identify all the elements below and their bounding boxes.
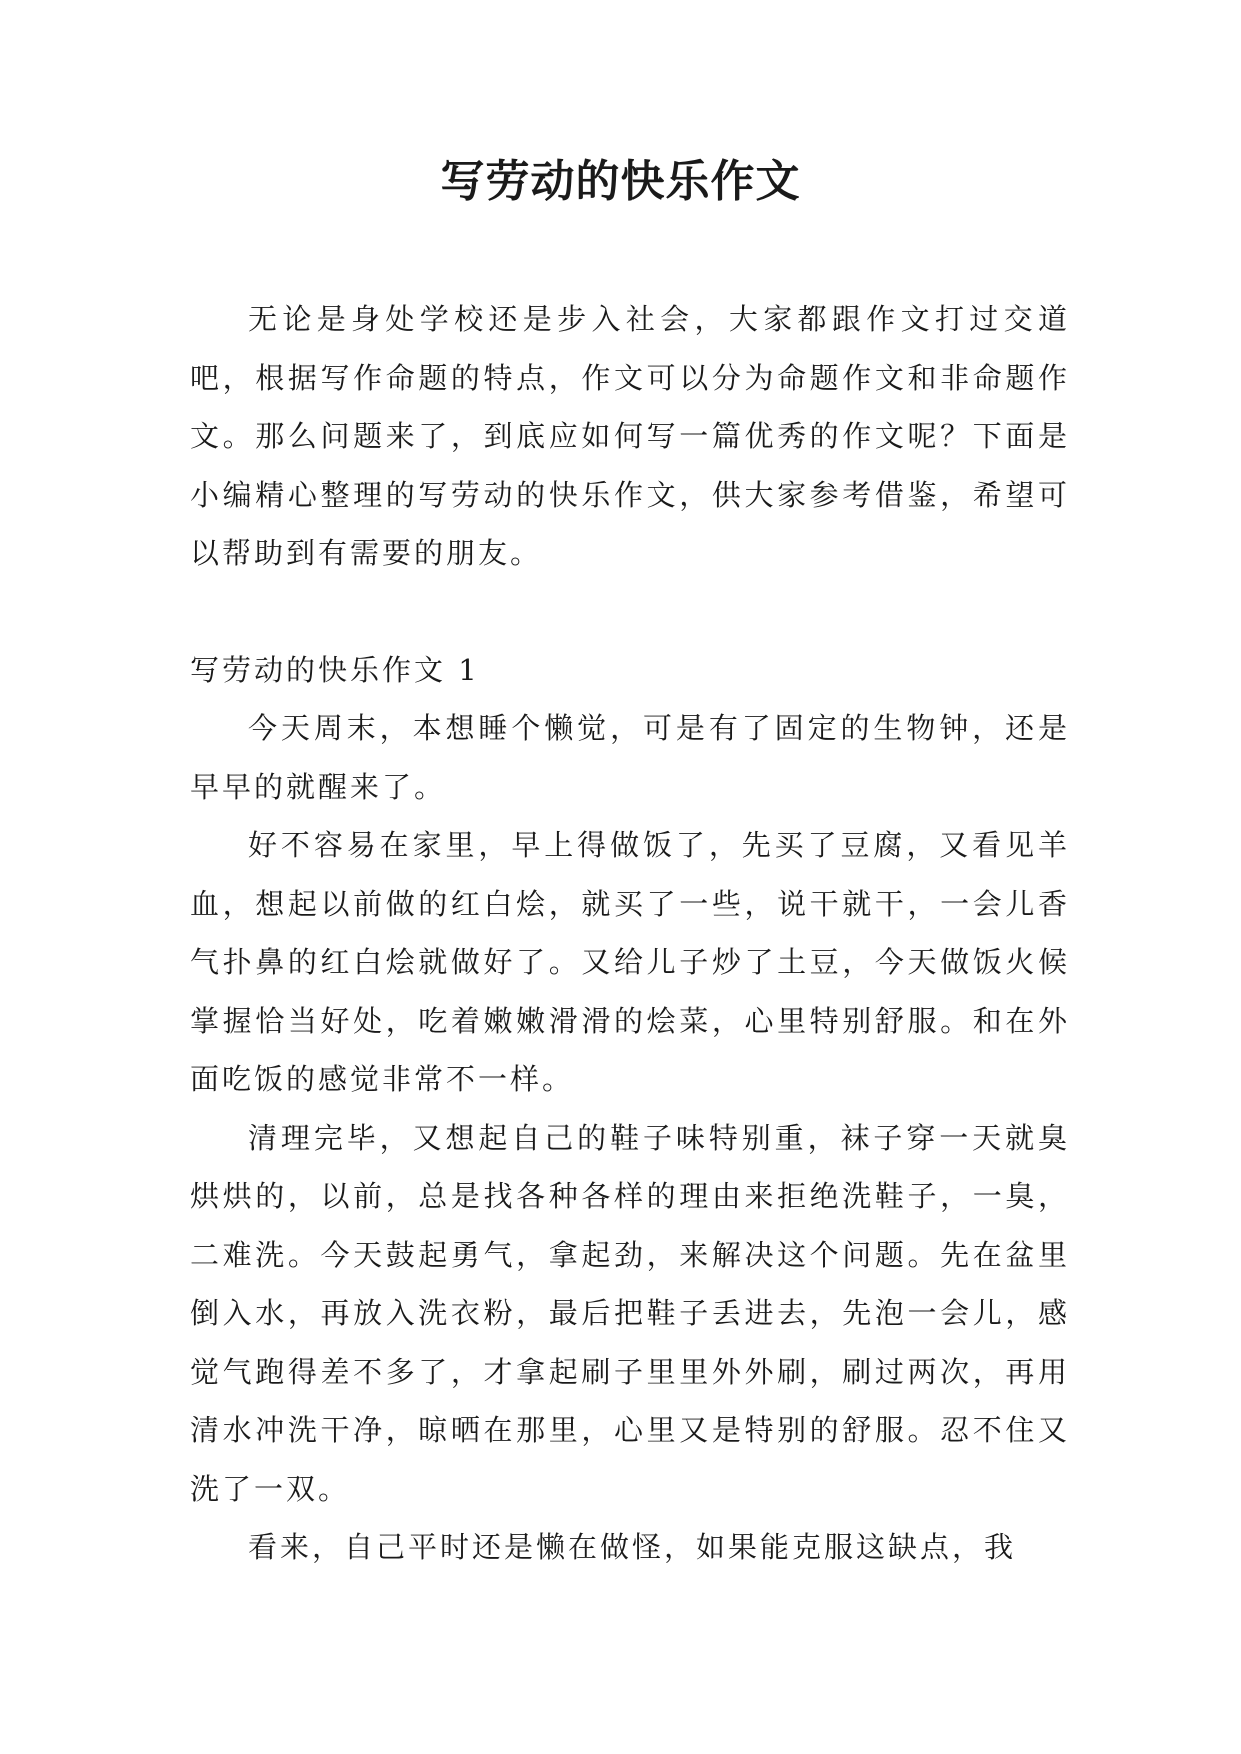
- body-paragraph: 看来，自己平时还是懒在做怪，如果能克服这缺点，我: [248, 1530, 1017, 1564]
- body-paragraph: 好不容易在家里，早上得做饭了，先买了豆腐，又看见羊血，想起以前做的红白烩，就买了一些，说干就干，一会儿香气扑鼻的红白烩就做好了。又给儿子炒了土豆，今天做饭火候掌握恰当好处，吃着嫩嫩滑滑的烩菜，心里特别舒服。和在外面吃饭的感觉非常不一样。: [190, 828, 1070, 1096]
- intro-paragraph: 无论是身处学校还是步入社会，大家都跟作文打过交道吧，根据写作命题的特点，作文可以分为命题作文和非命题作文。那么问题来了，到底应如何写一篇优秀的作文呢？下面是小编精心整理的写劳动的快乐作文，供大家参考借鉴，希望可以帮助到有需要的朋友。: [190, 302, 1070, 570]
- body-paragraph: 清理完毕，又想起自己的鞋子味特别重，袜子穿一天就臭烘烘的，以前，总是找各种各样的理由来拒绝洗鞋子，一臭，二难洗。今天鼓起勇气，拿起劲，来解决这个问题。先在盆里倒入水，再放入洗衣粉，最后把鞋子丢进去，先泡一会儿，感觉气跑得差不多了，才拿起刷子里里外外刷，刷过两次，再用清水冲洗干净，晾晒在那里，心里又是特别的舒服。忍不住又洗了一双。: [190, 1120, 1070, 1506]
- section-heading: 写劳动的快乐作文 1: [190, 652, 480, 687]
- essay-section: [190, 641, 1070, 1577]
- document-title: 写劳动的快乐作文: [440, 156, 801, 207]
- body-paragraph: 今天周末，本想睡个懒觉，可是有了固定的生物钟，还是早早的就醒来了。: [190, 711, 1070, 804]
- document-body: [190, 290, 1070, 1577]
